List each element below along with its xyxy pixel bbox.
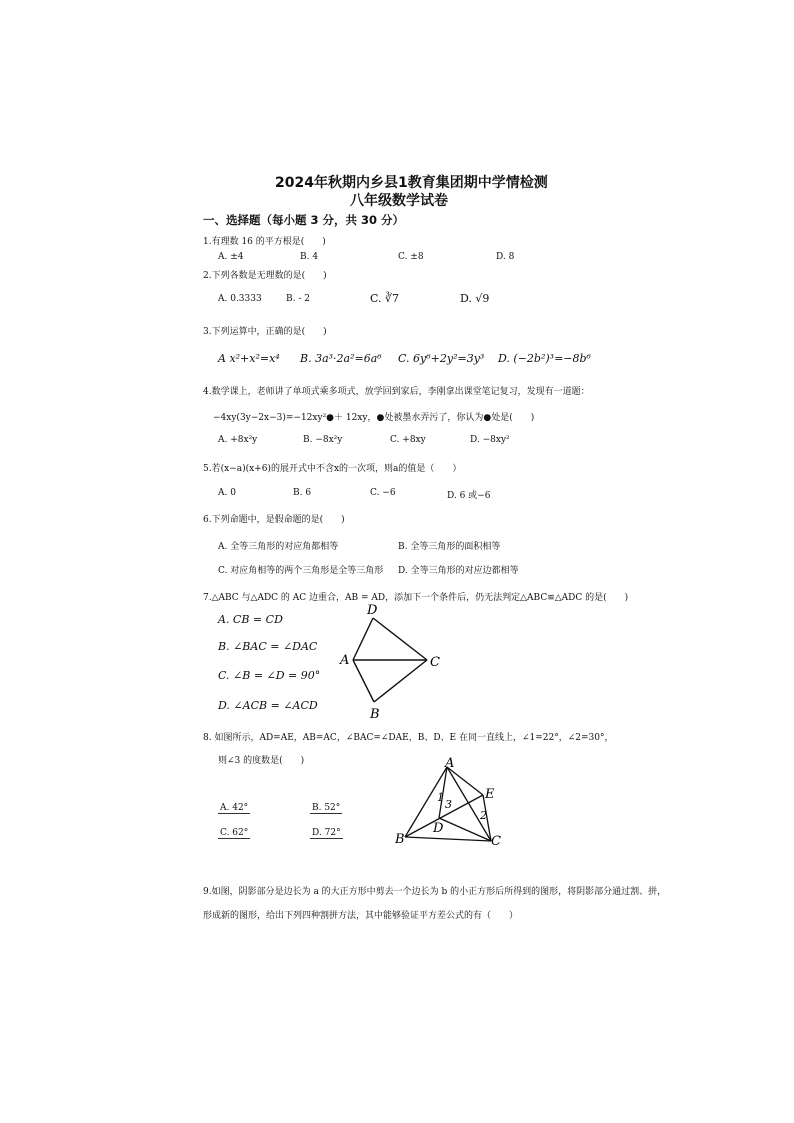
figure-label-a: A: [445, 757, 455, 771]
exam-subtitle: 八年级数学试卷: [350, 193, 448, 209]
question-8-option-d: [310, 828, 343, 838]
figure-label-b: B: [395, 832, 405, 847]
question-6-option-d: D. 全等三角形的对应边都相等: [398, 566, 519, 576]
figure-label-c: C: [430, 655, 440, 670]
angle-label-3: 3: [445, 798, 452, 811]
question-4-equation: −4xy(3y−2x−3)=−12xy²●＋ 12xy，●处被墨水弄污了，你认为●处是( ): [213, 413, 535, 423]
question-2-option-c: C. ∛7: [370, 292, 400, 305]
question-6-option-b: B. 全等三角形的面积相等: [398, 542, 501, 552]
question-7-option-a: A. CB = CD: [218, 613, 283, 626]
question-3-option-d: D. (−2b²)³=−8b⁶: [498, 352, 591, 365]
question-7-option-b: B. ∠BAC = ∠DAC: [218, 640, 318, 653]
exam-title: 2024年秋期内乡县1教育集团期中学情检测: [275, 175, 548, 191]
question-7-option-c: C. ∠B = ∠D = 90°: [218, 669, 321, 682]
question-5-stem: 5.若(x−a)(x+6)的展开式中不含x的一次项，则a的值是（ ）: [203, 464, 462, 474]
question-6-option-c: C. 对应角相等的两个三角形是全等三角形: [218, 566, 384, 576]
question-5-option-b: B. 6: [293, 488, 312, 498]
option-c-text: C. 62°: [220, 828, 249, 838]
question-3-option-b: B. 3a³·2a²=6a⁶: [300, 352, 382, 365]
question-1-stem: 1.有理数 16 的平方根是( ): [203, 237, 326, 247]
question-3-stem: 3.下列运算中，正确的是( ): [203, 327, 327, 337]
option-d-text: D. 72°: [312, 828, 341, 838]
question-6-option-a: A. 全等三角形的对应角都相等: [218, 542, 339, 552]
option-b-text: B. 52°: [312, 803, 341, 813]
question-2-option-b: B. - 2: [286, 294, 310, 304]
figure-label-d: D: [367, 603, 378, 618]
option-a-text: A. 42°: [220, 803, 249, 813]
question-1-option-b: B. 4: [300, 252, 319, 262]
question-7-figure: [335, 598, 455, 723]
question-8-stem: 8. 如图所示，AD=AE，AB=AC，∠BAC=∠DAE，B、D、E 在同一直线上，∠1=22°，∠2=30°，: [203, 733, 614, 743]
question-2-stem: 2.下列各数是无理数的是( ): [203, 271, 327, 281]
question-1-option-d: D. 8: [496, 252, 515, 262]
question-8-question-line: 则∠3 的度数是( ): [218, 756, 305, 766]
question-7-option-d: D. ∠ACB = ∠ACD: [218, 699, 318, 712]
figure-label-b: B: [370, 707, 380, 722]
angle-label-1: 1: [437, 791, 444, 804]
question-5-option-d: D. 6 或−6: [447, 491, 491, 501]
question-3-option-c: C. 6y⁶+2y²=3y³: [398, 352, 485, 365]
question-3-option-a: A x²+x²=x⁴: [218, 352, 280, 365]
question-7-stem: 7.△ABC 与△ADC 的 AC 边重合，AB = AD，添加下一个条件后，仍无法判定△ABC≌△ADC 的是( ): [203, 593, 629, 603]
figure-label-c: C: [491, 834, 501, 849]
question-2-option-d: D. √9: [460, 292, 490, 305]
question-8-option-a: [218, 803, 250, 813]
question-4-option-d: D. −8xy²: [470, 435, 510, 445]
question-4-option-b: B. −8x²y: [303, 435, 343, 445]
question-8-option-c: [218, 828, 250, 838]
figure-label-e: E: [485, 787, 495, 802]
question-8-option-b: [310, 803, 342, 813]
question-8-figure: [395, 757, 515, 849]
section-heading: 一、选择题（每小题 3 分，共 30 分）: [203, 213, 405, 227]
question-4-option-c: C. +8xy: [390, 435, 426, 445]
question-9-question-line: 形成新的图形，给出下列四种割拼方法，其中能够验证平方差公式的有（ ）: [203, 911, 519, 921]
question-1-option-c: C. ±8: [398, 252, 424, 262]
figure-label-d: D: [433, 821, 444, 836]
question-5-option-c: C. −6: [370, 488, 396, 498]
question-9-stem: 9.如图，阴影部分是边长为 a 的大正方形中剪去一个边长为 b 的小正方形后所得到的图形，将阴影部分通过割、拼，: [203, 887, 667, 897]
question-6-stem: 6.下列命题中，是假命题的是( ): [203, 515, 345, 525]
question-1-option-a: A. ±4: [218, 252, 244, 262]
question-2-option-a: A. 0.3333: [218, 294, 262, 304]
question-5-option-a: A. 0: [218, 488, 236, 498]
question-4-stem: 4.数学课上，老师讲了单项式乘多项式，放学回到家后，李刚拿出课堂笔记复习，发现有一道题：: [203, 387, 590, 397]
question-4-option-a: A. +8x²y: [218, 435, 258, 445]
figure-label-a: A: [340, 653, 350, 668]
angle-label-2: 2: [480, 809, 487, 822]
